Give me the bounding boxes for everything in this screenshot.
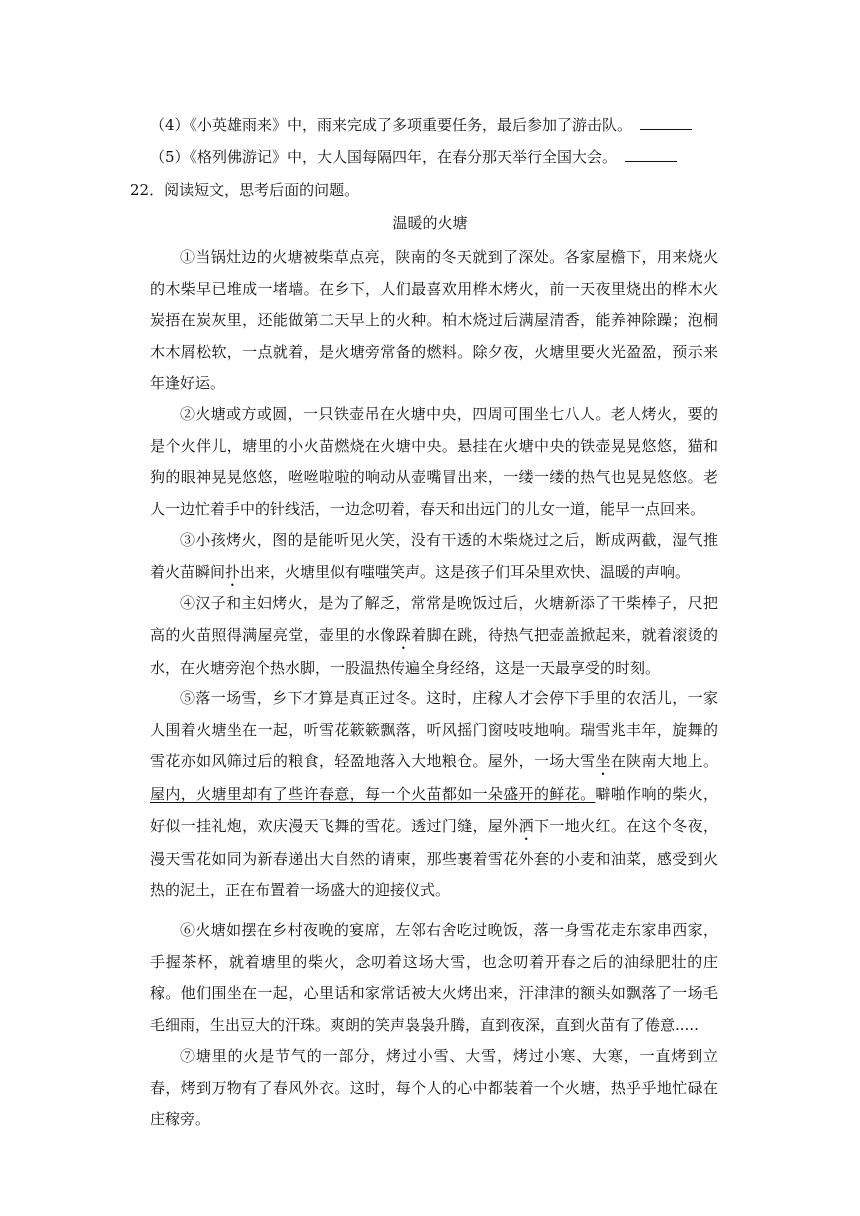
- question-4-text: （4）《小英雄雨来》中，雨来完成了多项重要任务，最后参加了游击队。: [150, 116, 633, 134]
- emphasized-word-sa: 洒: [518, 816, 535, 835]
- paragraph-5: [150, 683, 718, 907]
- paragraph-5-text-c: 噼啪作响的柴火，好似一挂礼炮，欢庆漫天飞舞的雪花。透过门缝，屋外: [150, 785, 718, 835]
- question-5-text: （5）《格列佛游记》中，大人国每隔四年，在春分那天举行全国大会。: [150, 148, 618, 166]
- paragraph-4-text-a: ④汉子和主妇烤火，是为了解乏，常常是晚饭过后，火塘新添了干柴棒子，尺把高的火苗照得满屋亮堂，壶里的水像: [150, 594, 718, 644]
- paragraph-5-text-a: ⑤落一场雪，乡下才算是真正过冬。这时，庄稼人才会停下手里的农活儿，一家人围着火塘坐在一起，听雪花簌簌飘落，听风摇门窗吱吱地响。瑞雪兆丰年，旋舞的雪花亦如风筛过后的粮食，轻盈地落入大地粮仓。屋外，一场大雪: [150, 689, 718, 771]
- question-22-prompt: 22．阅读短文，思考后面的问题。: [130, 181, 360, 199]
- emphasized-word-zuo: 坐: [595, 752, 611, 771]
- paragraph-4-text-b: 着脚在跳，待热气把壶盖掀起来，就着滚烫的水，在火塘旁泡个热水脚，一股温热传遍全身经络，这是一天最享受的时刻。: [150, 625, 718, 677]
- paragraph-2: ②火塘或方或圆，一只铁壶吊在火塘中央，四周可围坐七八人。老人烤火，要的是个火伴儿，塘里的小火苗燃烧在火塘中央。悬挂在火塘中央的铁壶晃晃悠悠，猫和狗的眼神晃晃悠悠，咝咝啦啦的响动从壶嘴冒出来，一缕一缕的热气也晃晃悠悠。老人一边忙着手中的针线活，一边念叨着，春天和出远门的儿女一道，能早一点回来。: [150, 405, 718, 518]
- paragraph-4: [150, 588, 718, 684]
- paragraph-5-text-b: 在陕南大地上。: [610, 752, 718, 771]
- article-title: 温暖的火塘: [392, 214, 468, 232]
- paragraph-1: ①当锅灶边的火塘被柴草点亮，陕南的冬天就到了深处。各家屋檐下，用来烧火的木柴早已堆成一堵墙。在乡下，人们最喜欢用桦木烤火，前一天夜里烧出的桦木火炭捂在炭灰里，还能做第二天早上的火种。柏木烧过后满屋清香，能养神除躁；泡桐木木屑松软，一点就着，是火塘旁常备的燃料。除夕夜，火塘里要火光盈盈，预示来年逢好运。: [150, 248, 718, 393]
- answer-blank-4[interactable]: [640, 115, 692, 130]
- question-4: [150, 115, 692, 135]
- emphasized-word-pu: 扑: [225, 562, 241, 581]
- paragraph-6: ⑥火塘如摆在乡村夜晚的宴席，左邻右舍吃过晚饭，落一身雪花走东家串西家，手握茶杯，就着塘里的柴火，念叨着这场大雪，也念叨着开春之后的油绿肥壮的庄稼。他们围坐在一起，心里话和家常话被大火烤出来，汗津津的额头如飘落了一场毛毛细雨，生出豆大的汗珠。爽朗的笑声袅袅升腾，直到夜深，直到火苗有了倦意.....: [150, 921, 718, 1034]
- emphasized-word-duo: 跺: [395, 625, 412, 644]
- answer-blank-5[interactable]: [625, 147, 677, 162]
- paragraph-7: ⑦塘里的火是节气的一部分，烤过小雪、大雪，烤过小寒、大寒，一直烤到立春，烤到万物有了春风外衣。这时，每个人的心中都装着一个火塘，热乎乎地忙碌在庄稼旁。: [150, 1047, 718, 1129]
- paragraph-5-text-d: 下一地火红。在这个冬夜，漫天雪花如同为新春递出大自然的请柬，那些裹着雪花外套的小麦和油菜，感受到火热的泥土，正在布置着一场盛大的迎接仪式。: [150, 816, 718, 900]
- question-5: [150, 147, 677, 167]
- paragraph-3-text-a: ③小孩烤火，图的是能听见火笑，没有干透的木柴烧过之后，断成两截，湿气推着火苗瞬间: [150, 531, 718, 581]
- underlined-sentence: 屋内，火塘里却有了些许春意，每一个火苗都如一朵盛开的鲜花。: [150, 785, 596, 804]
- paragraph-3: [150, 525, 718, 590]
- paragraph-3-text-b: 出来，火塘里似有嗤嗤笑声。这是孩子们耳朵里欢快、温暖的声响。: [240, 562, 691, 581]
